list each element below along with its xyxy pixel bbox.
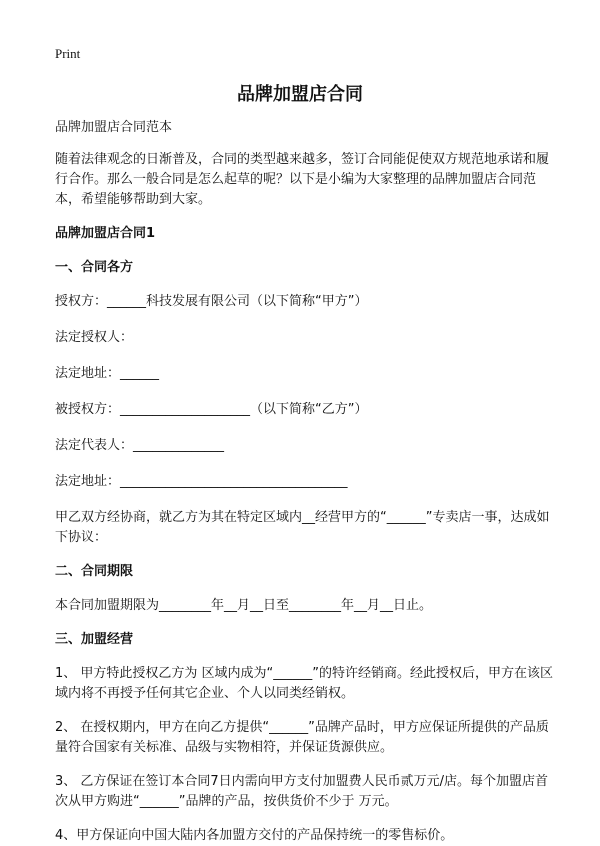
party-b-line: 被授权方：____________________（以下简称“乙方”） [55, 402, 368, 417]
heading-franchise: 三、加盟经营 [55, 632, 134, 647]
clause-3: 3、 乙方保证在签订本合同7日内需向甲方支付加盟费人民币贰万元/店。每个加盟店首次从甲方购进“______”品牌的产品，按供货价不少于 万元。 [55, 774, 549, 809]
address-b-line: 法定地址：___________________________________ [55, 474, 348, 489]
clause-2: 2、 在授权期内，甲方在向乙方提供“______”品牌产品时，甲方应保证所提供的产品质量符合国家有关标准、品级与实物相符，并保证货源供应。 [55, 720, 549, 755]
print-link[interactable]: Print [55, 46, 81, 61]
agreement-intro-paragraph: 甲乙双方经协商，就乙方为其在特定区域内__经营甲方的“______”专卖店一事，达成如下协议： [55, 510, 550, 545]
legal-rep-line: 法定代表人：______________ [55, 438, 225, 453]
document-body [55, 118, 555, 846]
heading-term: 二、合同期限 [55, 564, 134, 579]
heading-parties: 一、合同各方 [55, 260, 134, 275]
legal-authorizer-line: 法定授权人： [55, 330, 134, 345]
party-a-line: 授权方：______科技发展有限公司（以下简称“甲方”） [55, 294, 368, 309]
intro-paragraph: 随着法律观念的日渐普及，合同的类型越来越多，签订合同能促使双方规范地承诺和履行合作。那么一般合同是怎么起草的呢？以下是小编为大家整理的品牌加盟店合同范本，希望能够帮助到大家。 [55, 152, 550, 207]
term-line: 本合同加盟期限为________年__月__日至________年__月__日止。 [55, 598, 433, 613]
clause-1: 1、 甲方特此授权乙方为 区域内成为“______”的特许经销商。经此授权后，甲方在该区域内将不再授予任何其它企业、个人以同类经销权。 [55, 666, 554, 701]
section-title: 品牌加盟店合同1 [55, 226, 156, 241]
document-subtitle: 品牌加盟店合同范本 [55, 120, 173, 135]
document-title: 品牌加盟店合同 [237, 84, 363, 105]
address-a-line: 法定地址：______ [55, 366, 160, 381]
clause-4: 4、甲方保证向中国大陆内各加盟方交付的产品保持统一的零售标价。 [55, 828, 454, 843]
